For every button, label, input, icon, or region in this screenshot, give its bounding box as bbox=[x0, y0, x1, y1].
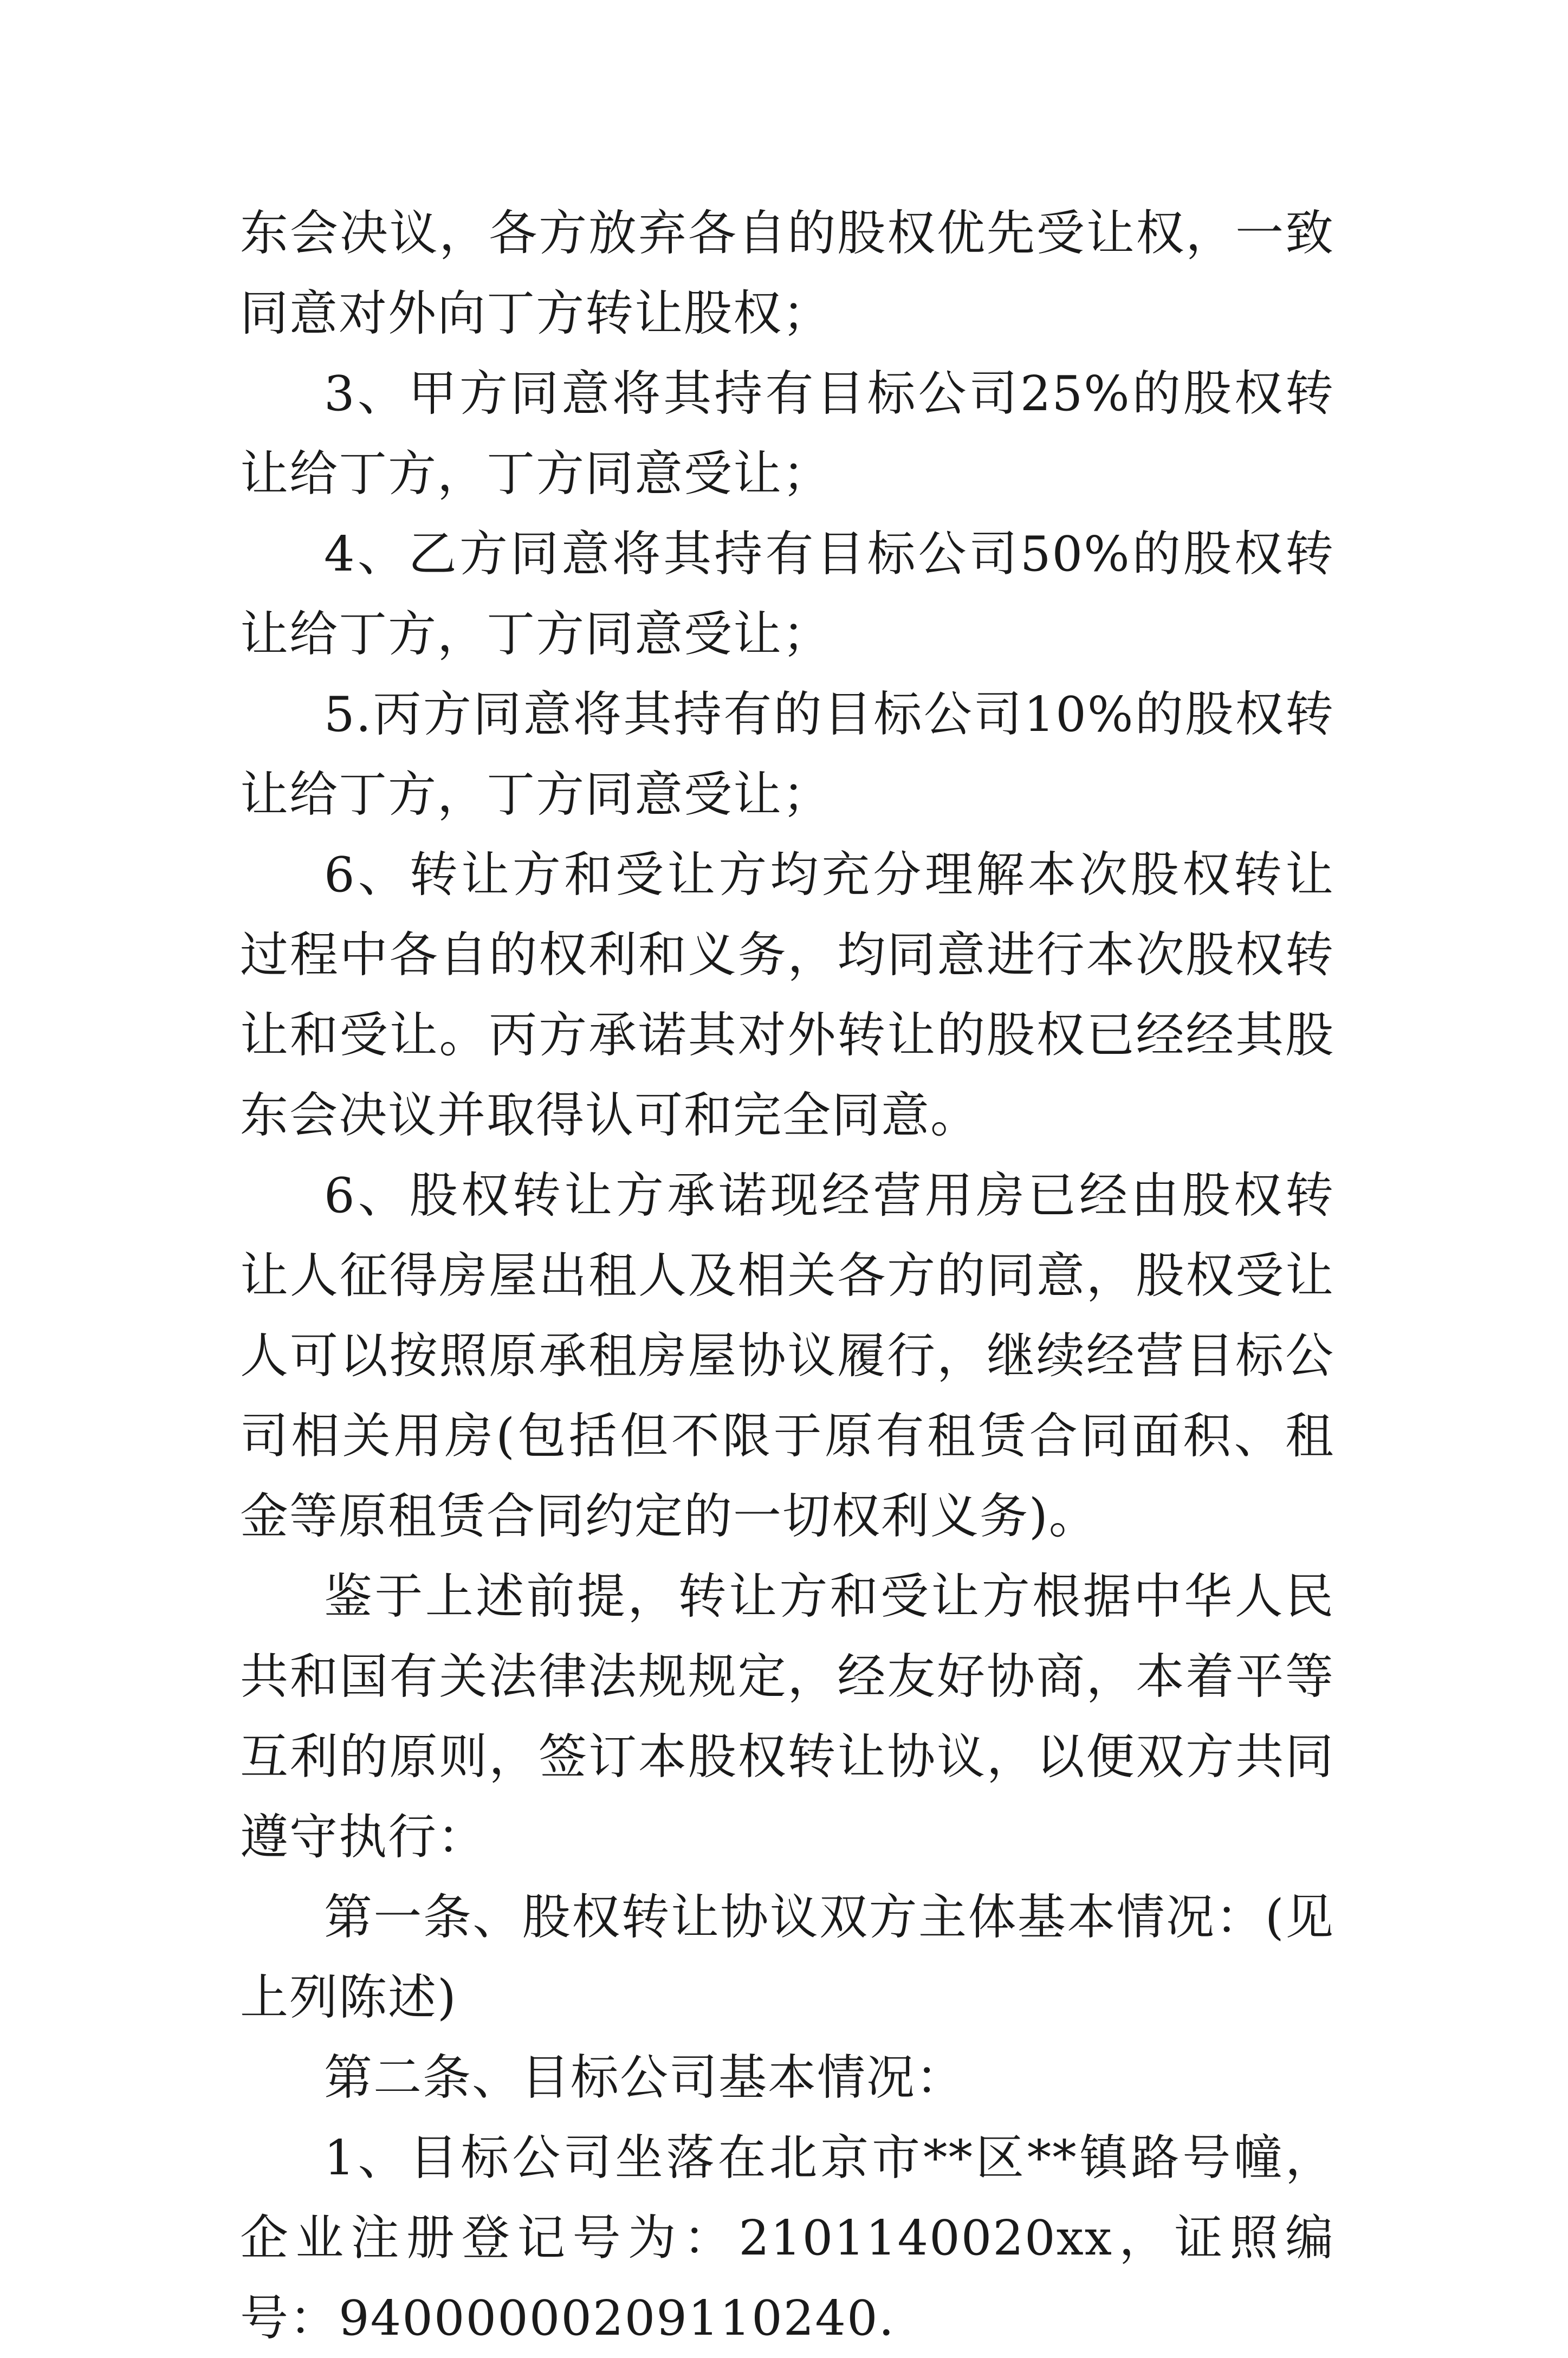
article-2-heading: 第二条、目标公司基本情况： bbox=[324, 2049, 965, 2106]
paragraph-clause-5: 5.丙方同意将其持有的目标公司10%的股权转让给丁方，丁方同意受让； bbox=[240, 686, 1334, 822]
paragraph-clause-6-premises: 6、股权转让方承诺现经营用房已经由股权转让人征得房屋出租人及相关各方的同意，股权受让人可以按照原承租房屋协议履行，继续经营目标公司相关用房(包括但不限于原有租赁合同面积、租金等原租赁合同约定的一切权利义务)。 bbox=[240, 1167, 1334, 1544]
paragraph-shareholder-resolution: 东会决议，各方放弃各自的股权优先受让权，一致同意对外向丁方转让股权； bbox=[240, 205, 1334, 341]
document-body bbox=[240, 193, 1334, 2358]
paragraph-premise: 鉴于上述前提，转让方和受让方根据中华人民共和国有关法律法规规定，经友好协商，本着平等互利的原则，签订本股权转让协议，以便双方共同遵守执行： bbox=[240, 1568, 1334, 1865]
paragraph-clause-3: 3、甲方同意将其持有目标公司25%的股权转让给丁方，丁方同意受让； bbox=[240, 365, 1334, 502]
paragraph-company-info: 1、目标公司坐落在北京市**区**镇路号幢，企业注册登记号为：2101140020xx，证照编号：94000000209110240. bbox=[240, 2129, 1334, 2346]
paragraph-clause-6-rights: 6、转让方和受让方均充分理解本次股权转让过程中各自的权利和义务，均同意进行本次股权转让和受让。丙方承诺其对外转让的股权已经经其股东会决议并取得认可和完全同意。 bbox=[240, 846, 1334, 1143]
paragraph-clause-4: 4、乙方同意将其持有目标公司50%的股权转让给丁方，丁方同意受让； bbox=[240, 526, 1334, 662]
article-1-heading: 第一条、股权转让协议双方主体基本情况：(见上列陈述) bbox=[240, 1889, 1334, 2025]
